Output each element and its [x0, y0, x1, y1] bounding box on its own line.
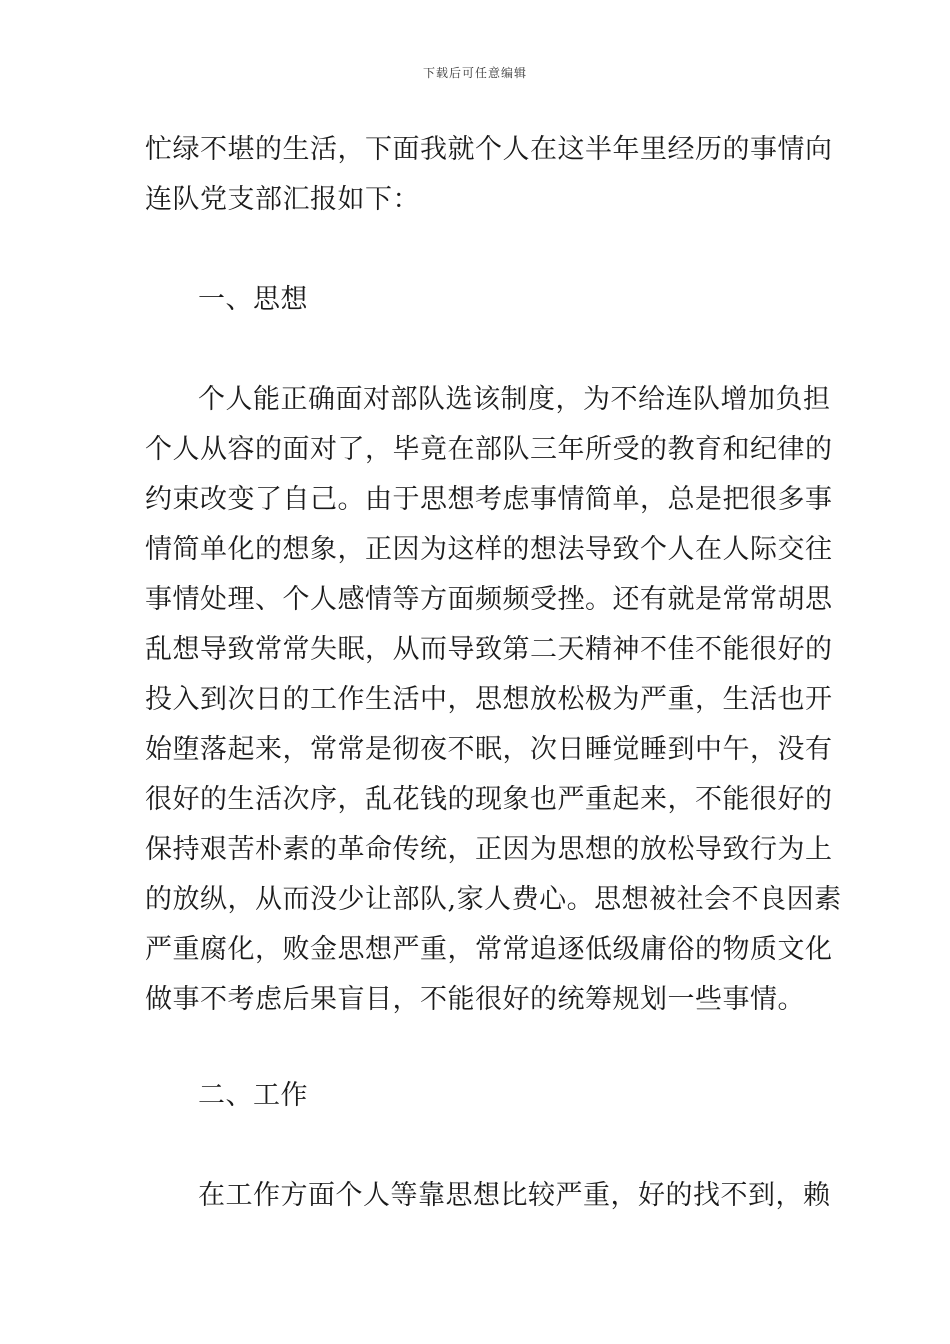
section-heading-thought — [145, 275, 810, 325]
thought-paragraph — [145, 375, 842, 1025]
paragraph-line: 在工作方面个人等靠思想比较严重，好的找不到，赖 — [198, 1180, 831, 1211]
paragraph-line: 严重腐化，败金思想严重，常常追逐低级庸俗的物质文化 — [145, 934, 833, 965]
paragraph-line: 很好的生活次序，乱花钱的现象也严重起来，不能很好的 — [145, 784, 833, 815]
paragraph-line: 投入到次日的工作生活中，思想放松极为严重，生活也开 — [145, 684, 833, 715]
section-heading: 一、思想 — [198, 284, 308, 315]
paragraph-line: 的放纵，从而没少让部队,家人费心。思想被社会不良因素 — [145, 884, 842, 915]
paragraph-line: 个人从容的面对了，毕竟在部队三年所受的教育和纪律的 — [145, 434, 833, 465]
paragraph-line: 做事不考虑后果盲目，不能很好的统筹规划一些事情。 — [145, 984, 805, 1015]
paragraph-line: 个人能正确面对部队选该制度，为不给连队增加负担 — [198, 384, 831, 415]
paragraph-line: 乱想导致常常失眠，从而导致第二天精神不佳不能很好的 — [145, 634, 833, 665]
paragraph-line: 连队党支部汇报如下： — [145, 184, 420, 215]
paragraph-line: 约束改变了自己。由于思想考虑事情简单，总是把很多事 — [145, 484, 833, 515]
page-header: 下载后可任意编辑 — [422, 66, 527, 80]
section-heading-work — [145, 1071, 810, 1121]
intro-paragraph — [145, 125, 833, 225]
paragraph-line: 始堕落起来，常常是彻夜不眠，次日睡觉睡到中午，没有 — [145, 734, 833, 765]
work-paragraph — [145, 1171, 831, 1221]
paragraph-line: 忙绿不堪的生活，下面我就个人在这半年里经历的事情向 — [145, 134, 833, 165]
paragraph-line: 情简单化的想象，正因为这样的想法导致个人在人际交往 — [145, 534, 833, 565]
paragraph-line: 保持艰苦朴素的革命传统，正因为思想的放松导致行为上 — [145, 834, 833, 865]
section-heading: 二、工作 — [198, 1080, 308, 1111]
paragraph-line: 事情处理、个人感情等方面频频受挫。还有就是常常胡思 — [145, 584, 833, 615]
